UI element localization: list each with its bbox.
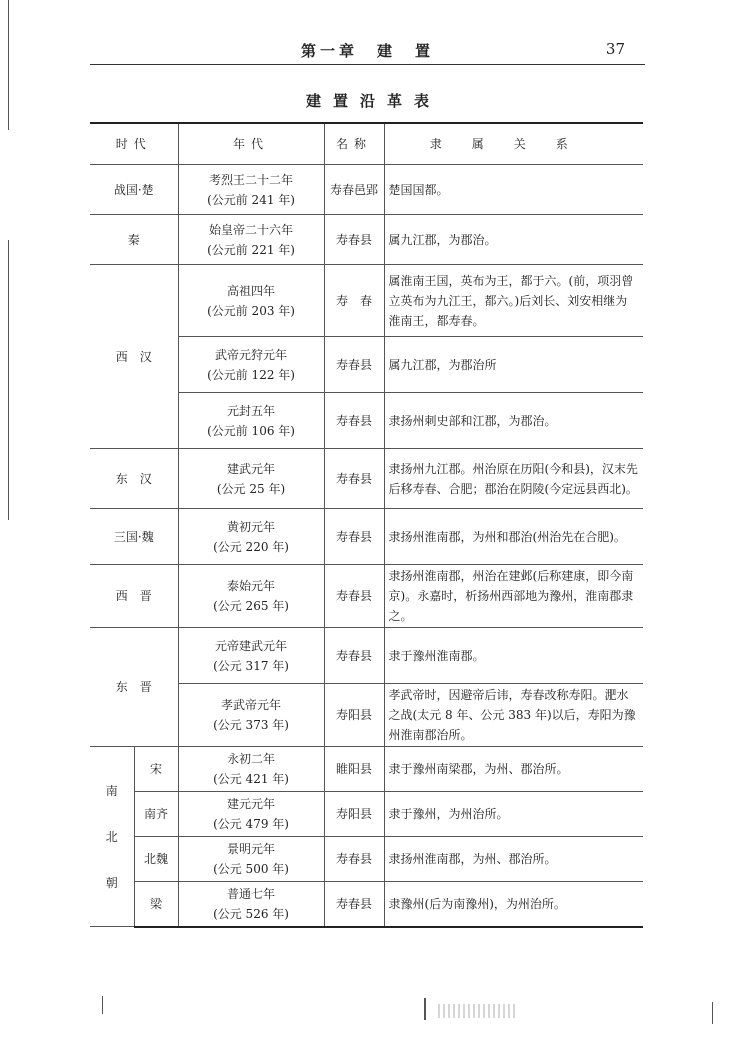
- page-number: 37: [605, 40, 625, 58]
- chapter-title: 第一章 建 置: [300, 42, 434, 60]
- relation-cell: 楚国国都。: [384, 165, 643, 215]
- period-cell: [178, 837, 324, 882]
- period-line: 建武元年: [227, 461, 276, 476]
- sub-era-cell: 宋: [134, 747, 178, 792]
- period-line: 景明元年: [227, 842, 276, 856]
- period-year: (公元前 106 年): [207, 423, 295, 438]
- column-header-era: 时代: [90, 123, 178, 165]
- relation-cell: 属淮南王国，英布为王，都于六。(前，项羽曾立英布为九江王，都六。)后刘长、刘安相继为淮南王，都寿春。: [384, 265, 643, 337]
- column-header-period: 年代: [178, 123, 324, 165]
- table-row: [90, 215, 643, 265]
- period-line: 建元元年: [227, 797, 276, 811]
- period-cell: [178, 393, 324, 449]
- period-line: 元封五年: [227, 403, 276, 418]
- relation-cell: 属九江郡，为郡治所: [384, 337, 643, 393]
- relation-cell: 孝武帝时，因避帝后讳，寿春改称寿阳。淝水之战(太元 8 年、公元 383 年)以后，寿阳为豫州淮南郡治所。: [384, 684, 643, 747]
- relation-cell: 隶扬州淮南郡，为州、郡治所。: [384, 837, 643, 882]
- period-year: (公元前 203 年): [207, 303, 295, 318]
- scan-edge-mark: [712, 1002, 713, 1024]
- name-cell: 寿春县: [324, 837, 384, 882]
- period-cell: [178, 747, 324, 792]
- column-header-name: 名称: [324, 123, 384, 165]
- period-cell: [178, 792, 324, 837]
- period-year: (公元 479 年): [213, 817, 289, 831]
- period-year: (公元 373 年): [213, 718, 289, 732]
- era-cell: 三国·魏: [90, 509, 178, 565]
- relation-cell: 隶豫州(后为南豫州)，为州治所。: [384, 882, 643, 927]
- period-year: (公元 265 年): [213, 599, 289, 613]
- table-row: [90, 792, 643, 837]
- scan-smudge: [438, 1004, 518, 1018]
- relation-cell: 隶扬州刺史部和江郡，为郡治。: [384, 393, 643, 449]
- table-row: [90, 509, 643, 565]
- period-line: 武帝元狩元年: [215, 347, 288, 362]
- name-cell: 寿春县: [324, 882, 384, 927]
- table-header-row: [90, 123, 643, 165]
- period-cell: [178, 337, 324, 393]
- name-cell: 寿春县: [324, 337, 384, 393]
- period-year: (公元 500 年): [213, 862, 289, 876]
- table-title: 建置沿革表: [305, 92, 441, 110]
- relation-cell: 隶扬州淮南郡，州治在建邺(后称建康，即今南京)。永嘉时，析扬州西部地为豫州，淮南郡隶之。: [384, 565, 643, 628]
- name-cell: 寿春县: [324, 215, 384, 265]
- name-cell: 寿春邑郢: [324, 165, 384, 215]
- name-cell: 寿春县: [324, 393, 384, 449]
- sub-era-cell: 北魏: [134, 837, 178, 882]
- period-line: 考烈王二十二年: [209, 172, 294, 187]
- relation-cell: 隶扬州淮南郡，为州和郡治(州治先在合肥)。: [384, 509, 643, 565]
- period-line: 泰始元年: [227, 579, 276, 593]
- period-year: (公元前 241 年): [207, 192, 295, 207]
- era-cell: 西 汉: [90, 265, 178, 449]
- period-line: 黄初元年: [227, 519, 276, 534]
- relation-cell: 属九江郡，为郡治。: [384, 215, 643, 265]
- scan-edge-mark: [102, 996, 103, 1014]
- column-header-relation: 隶属关系: [384, 123, 643, 165]
- name-cell: 寿 春: [324, 265, 384, 337]
- period-cell: [178, 215, 324, 265]
- period-cell: [178, 509, 324, 565]
- period-cell: [178, 684, 324, 747]
- table-row: [90, 449, 643, 509]
- era-cell: 西 晋: [90, 565, 178, 628]
- name-cell: 睢阳县: [324, 747, 384, 792]
- relation-cell: 隶扬州九江郡。州治原在历阳(今和县)，汉末先后移寿春、合肥；郡治在阴陵(今定远县西北)。: [384, 449, 643, 509]
- period-line: 普通七年: [227, 886, 276, 901]
- table-row: [90, 565, 643, 628]
- table-row: [90, 747, 643, 792]
- relation-cell: 隶于豫州南梁郡，为州、郡治所。: [384, 747, 643, 792]
- period-year: (公元前 122 年): [207, 367, 295, 382]
- period-cell: [178, 628, 324, 684]
- period-year: (公元 317 年): [213, 658, 289, 673]
- relation-cell: 隶于豫州，为州治所。: [384, 792, 643, 837]
- table-row: [90, 265, 643, 337]
- history-table: [90, 122, 643, 928]
- scan-edge-mark: [424, 998, 426, 1020]
- name-cell: 寿春县: [324, 509, 384, 565]
- era-cell: 秦: [90, 215, 178, 265]
- sub-era-cell: 梁: [134, 882, 178, 927]
- relation-cell: 隶于豫州淮南郡。: [384, 628, 643, 684]
- period-year: (公元 220 年): [213, 539, 289, 554]
- period-cell: [178, 565, 324, 628]
- period-line: 孝武帝元年: [221, 698, 282, 712]
- period-line: 高祖四年: [227, 283, 276, 298]
- table-row: [90, 628, 643, 684]
- era-label-northern-southern: 南 北 朝: [105, 783, 118, 890]
- period-line: 永初二年: [227, 752, 276, 766]
- period-year: (公元 25 年): [216, 481, 286, 496]
- page-header: [90, 38, 645, 65]
- era-cell: 东 晋: [90, 628, 178, 747]
- period-cell: [178, 165, 324, 215]
- sub-era-cell: 南齐: [134, 792, 178, 837]
- scan-edge-mark: [8, 240, 9, 520]
- era-cell: 东 汉: [90, 449, 178, 509]
- name-cell: 寿春县: [324, 565, 384, 628]
- name-cell: 寿阳县: [324, 684, 384, 747]
- period-line: 始皇帝二十六年: [209, 222, 294, 237]
- table-row: [90, 837, 643, 882]
- table-row: [90, 882, 643, 927]
- period-cell: [178, 265, 324, 337]
- period-year: (公元 526 年): [213, 906, 289, 921]
- table-row: [90, 165, 643, 215]
- period-cell: [178, 882, 324, 927]
- era-cell-northern-southern: [90, 747, 134, 927]
- period-cell: [178, 449, 324, 509]
- period-year: (公元前 221 年): [207, 242, 295, 257]
- period-line: 元帝建武元年: [215, 638, 288, 653]
- name-cell: 寿春县: [324, 449, 384, 509]
- name-cell: 寿春县: [324, 628, 384, 684]
- period-year: (公元 421 年): [213, 772, 289, 786]
- name-cell: 寿阳县: [324, 792, 384, 837]
- era-cell: 战国·楚: [90, 165, 178, 215]
- scan-edge-mark: [8, 0, 9, 130]
